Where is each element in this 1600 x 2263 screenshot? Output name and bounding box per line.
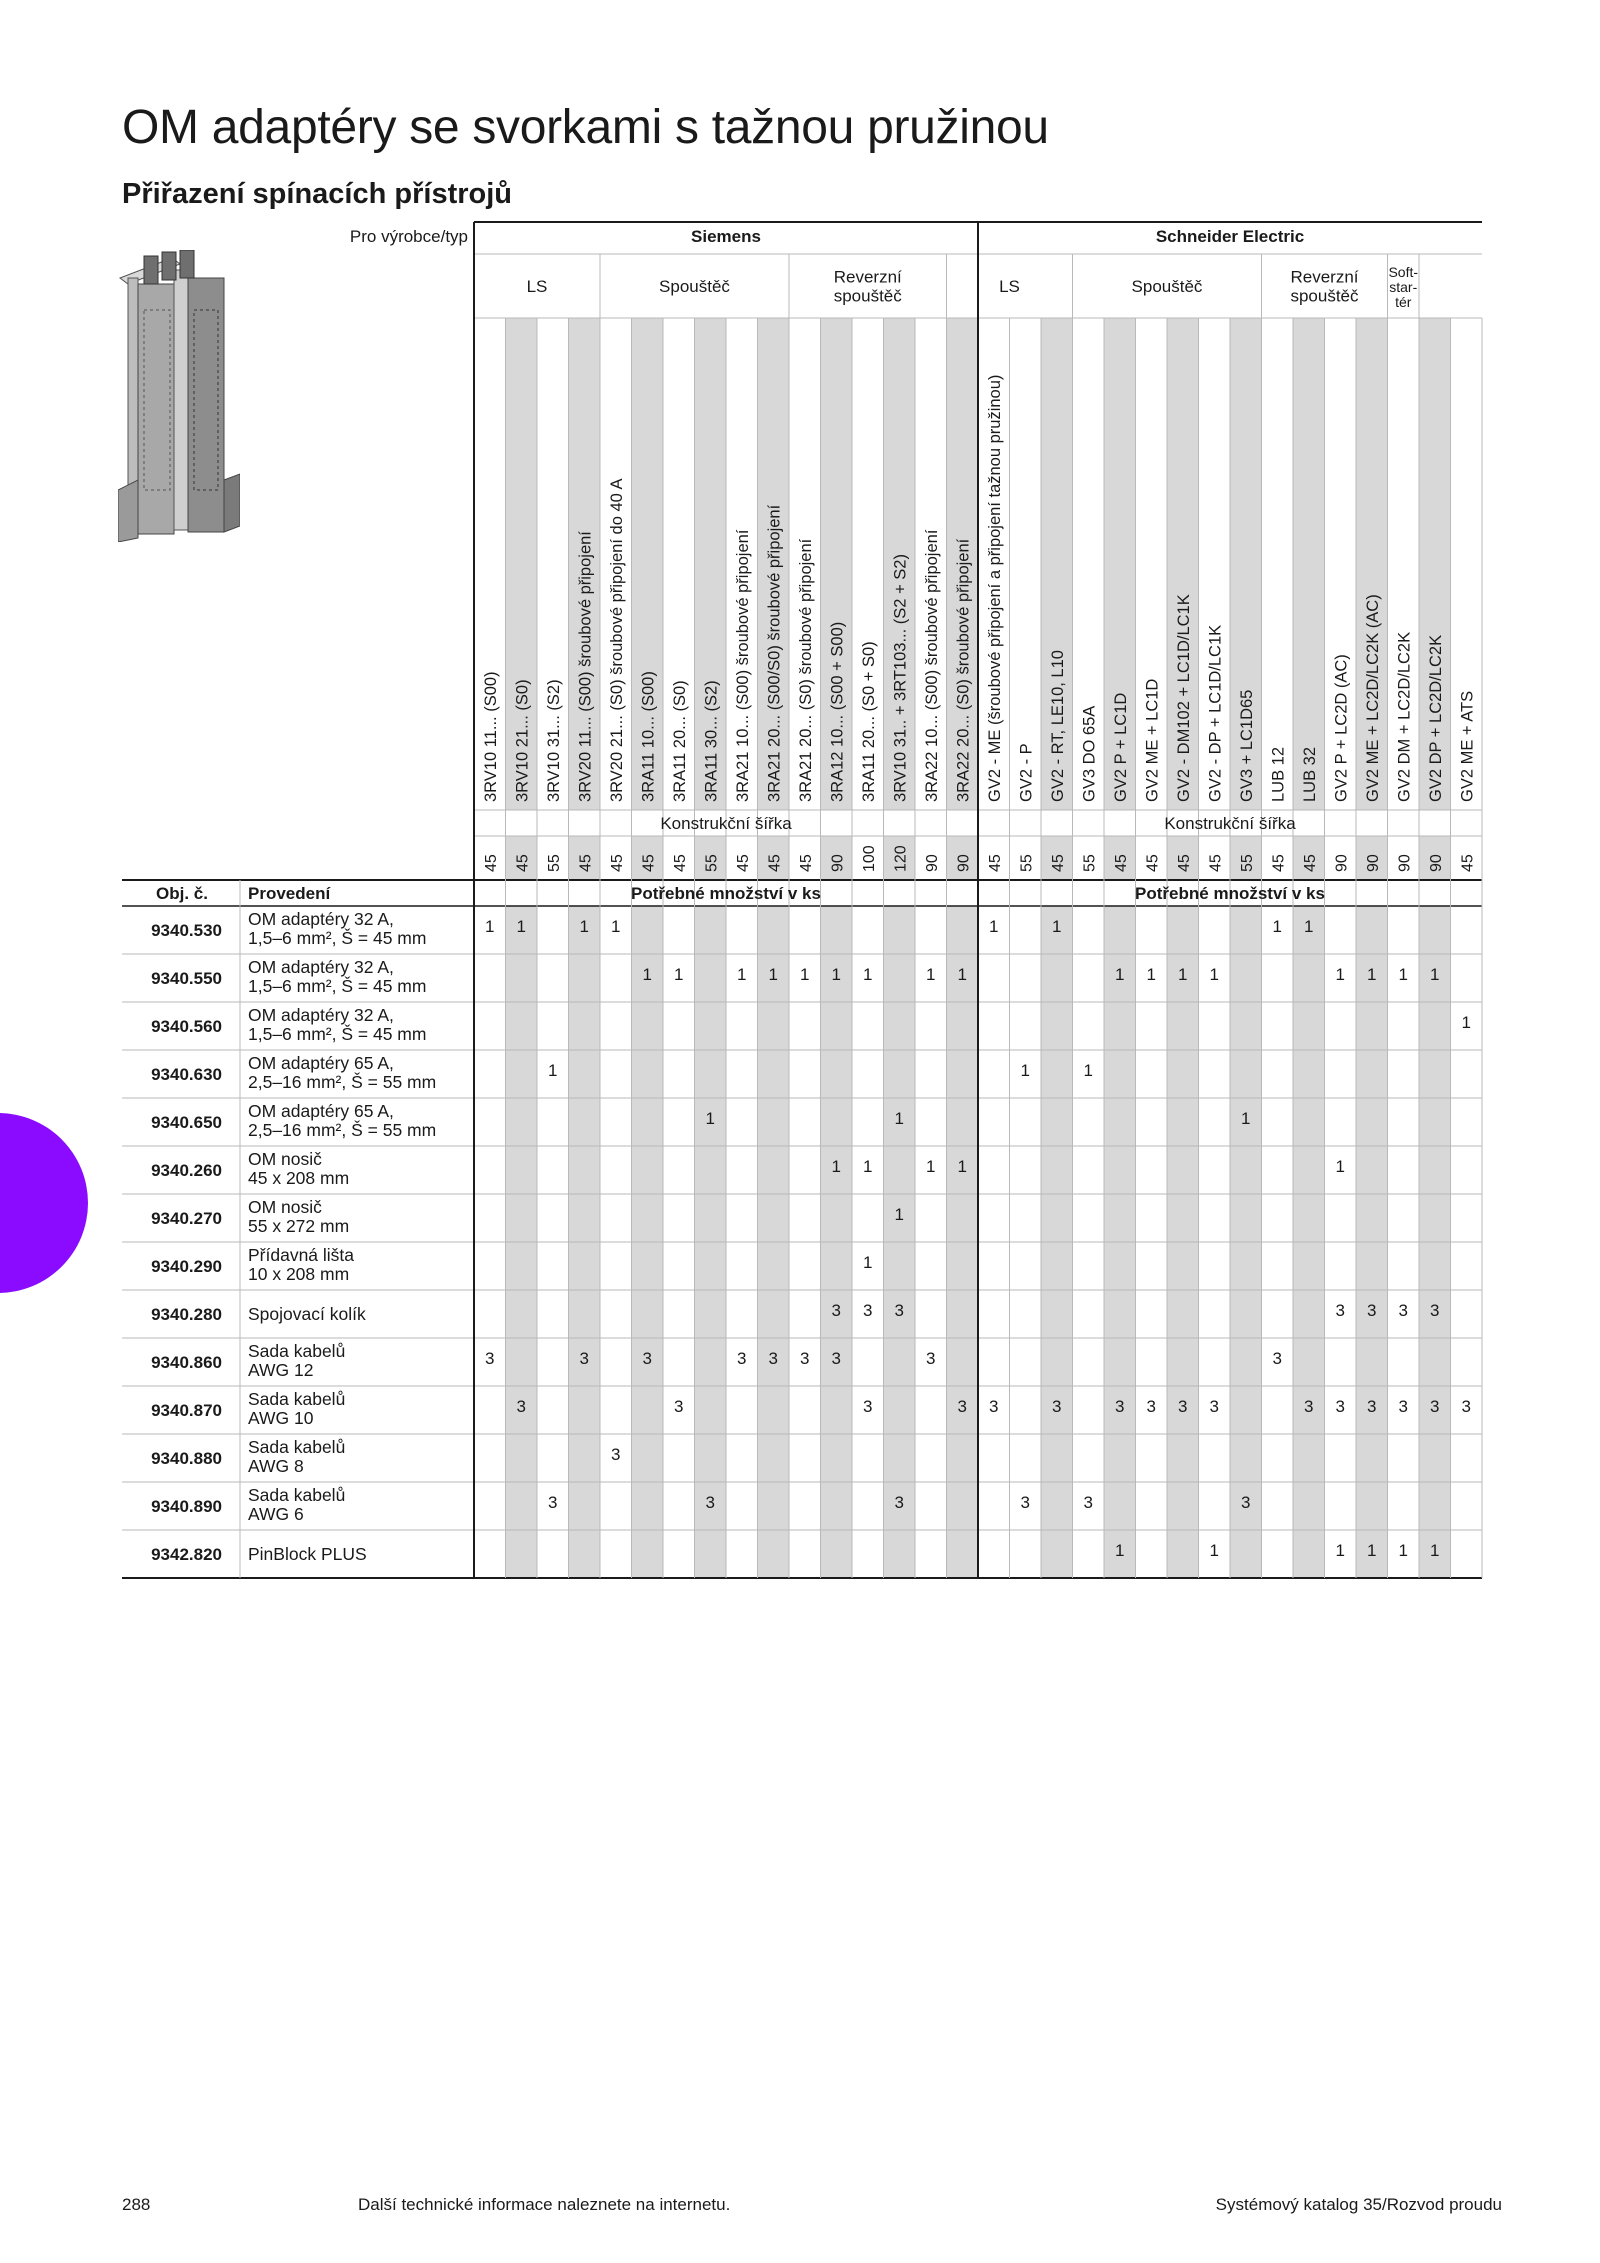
- row-quantity: 3: [894, 1493, 904, 1512]
- row-quantity: 1: [1052, 917, 1062, 936]
- qty-label-siemens: Potřebné množství v ks: [631, 884, 821, 903]
- row-quantity: 3: [548, 1493, 558, 1512]
- row-quantity: 3: [1304, 1397, 1314, 1416]
- width-value: 45: [1175, 854, 1193, 872]
- row-quantity: 1: [768, 965, 778, 984]
- column-label: GV2 ME + LC1D: [1143, 678, 1162, 802]
- column-label: 3RA12 10... (S00 + S00): [828, 621, 847, 802]
- row-quantity: 3: [1335, 1301, 1345, 1320]
- column-label: GV2 - P: [1017, 743, 1036, 802]
- group-label: spouštěč: [833, 286, 902, 306]
- page-subtitle: Přiřazení spínacích přístrojů: [122, 178, 512, 210]
- row-obj-number: 9340.530: [151, 921, 222, 940]
- row-quantity: 1: [642, 965, 652, 984]
- group-label: Reverzní: [1290, 267, 1359, 287]
- row-quantity: 3: [1272, 1349, 1282, 1368]
- row-description: PinBlock PLUS: [248, 1544, 367, 1564]
- row-quantity: 3: [831, 1301, 841, 1320]
- row-quantity: 1: [863, 1253, 873, 1272]
- row-quantity: 1: [800, 965, 810, 984]
- row-quantity: 1: [548, 1061, 558, 1080]
- row-quantity: 3: [485, 1349, 495, 1368]
- column-label: 3RA11 20... (S0): [670, 680, 689, 802]
- width-value: 45: [640, 854, 658, 872]
- row-description: AWG 10: [248, 1408, 314, 1428]
- row-quantity: 1: [579, 917, 589, 936]
- row-quantity: 1: [1335, 965, 1345, 984]
- row-description: AWG 8: [248, 1456, 304, 1476]
- row-quantity: 3: [1398, 1397, 1408, 1416]
- column-label: GV3 + LC1D65: [1237, 689, 1256, 802]
- group-label: Spouštěč: [1131, 277, 1203, 296]
- row-obj-number: 9340.280: [151, 1305, 222, 1324]
- row-description: 2,5–16 mm², Š = 55 mm: [248, 1120, 437, 1140]
- width-value: 100: [860, 845, 878, 872]
- row-quantity: 1: [1304, 917, 1314, 936]
- row-quantity: 1: [926, 1157, 936, 1176]
- row-quantity: 3: [642, 1349, 652, 1368]
- row-quantity: 3: [1083, 1493, 1093, 1512]
- obj-header: Obj. č.: [156, 884, 208, 903]
- column-label: 3RV10 31... (S2): [544, 679, 563, 802]
- row-obj-number: 9340.290: [151, 1257, 222, 1276]
- column-label: 3RA11 30... (S2): [702, 680, 721, 802]
- width-value: 45: [482, 854, 500, 872]
- row-quantity: 3: [768, 1349, 778, 1368]
- width-value: 55: [703, 854, 721, 872]
- row-quantity: 3: [863, 1301, 873, 1320]
- row-quantity: 1: [737, 965, 747, 984]
- group-label: Reverzní: [833, 267, 902, 287]
- row-quantity: 3: [1367, 1301, 1377, 1320]
- group-label: LS: [526, 277, 548, 296]
- row-quantity: 3: [800, 1349, 810, 1368]
- column-label: 3RA22 20... (S0) šroubové připojení: [954, 538, 973, 802]
- width-value: 45: [1112, 854, 1130, 872]
- row-quantity: 1: [516, 917, 526, 936]
- column-label: 3RA11 20... (S0 + S0): [859, 641, 878, 802]
- row-description: Přídavná lišta: [248, 1245, 355, 1265]
- row-description: 55 x 272 mm: [248, 1216, 350, 1236]
- row-obj-number: 9340.650: [151, 1113, 222, 1132]
- row-quantity: 1: [1430, 965, 1440, 984]
- column-label: GV2 DP + LC2D/LC2K: [1426, 634, 1445, 802]
- row-quantity: 1: [863, 1157, 873, 1176]
- group-label: spouštěč: [1290, 286, 1359, 306]
- row-description: Sada kabelů: [248, 1389, 346, 1409]
- width-value: 90: [829, 854, 847, 872]
- row-obj-number: 9342.820: [151, 1545, 222, 1564]
- column-label: GV2 - RT, LE10, L10: [1048, 650, 1067, 802]
- row-obj-number: 9340.860: [151, 1353, 222, 1372]
- column-label: GV3 DO 65A: [1080, 705, 1099, 802]
- width-value: 45: [797, 854, 815, 872]
- row-quantity: 1: [831, 965, 841, 984]
- row-quantity: 3: [516, 1397, 526, 1416]
- row-quantity: 3: [1398, 1301, 1408, 1320]
- row-quantity: 3: [1430, 1301, 1440, 1320]
- row-quantity: 1: [1209, 1541, 1219, 1560]
- column-label: 3RA21 20... (S00/S0) šroubové připojení: [765, 504, 784, 802]
- column-label: 3RV10 21... (S0): [513, 679, 532, 802]
- column-label: 3RA22 10... (S00) šroubové připojení: [922, 529, 941, 802]
- row-quantity: 1: [1115, 1541, 1125, 1560]
- row-obj-number: 9340.870: [151, 1401, 222, 1420]
- manufacturer-siemens: Siemens: [691, 227, 761, 246]
- row-quantity: 1: [1020, 1061, 1030, 1080]
- row-quantity: 1: [1398, 1541, 1408, 1560]
- row-quantity: 1: [1178, 965, 1188, 984]
- row-obj-number: 9340.630: [151, 1065, 222, 1084]
- width-value: 55: [545, 854, 563, 872]
- row-obj-number: 9340.550: [151, 969, 222, 988]
- row-quantity: 3: [1367, 1397, 1377, 1416]
- width-value: 55: [1018, 854, 1036, 872]
- width-value: 55: [1238, 854, 1256, 872]
- row-quantity: 1: [894, 1205, 904, 1224]
- row-quantity: 1: [674, 965, 684, 984]
- width-value: 120: [892, 845, 910, 872]
- row-description: OM adaptéry 32 A,: [248, 909, 394, 929]
- row-quantity: 3: [926, 1349, 936, 1368]
- row-quantity: 3: [1052, 1397, 1062, 1416]
- row-description: Sada kabelů: [248, 1341, 346, 1361]
- width-label-schneider: Konstrukční šířka: [1164, 814, 1296, 833]
- row-description: AWG 12: [248, 1360, 314, 1380]
- width-value: 45: [1144, 854, 1162, 872]
- column-label: GV2 ME + ATS: [1458, 690, 1477, 802]
- row-quantity: 3: [863, 1397, 873, 1416]
- row-description: OM adaptéry 65 A,: [248, 1053, 394, 1073]
- width-value: 90: [1333, 854, 1351, 872]
- row-description: 1,5–6 mm², Š = 45 mm: [248, 976, 427, 996]
- row-quantity: 3: [1178, 1397, 1188, 1416]
- row-quantity: 1: [863, 965, 873, 984]
- width-value: 45: [1459, 854, 1477, 872]
- width-value: 45: [1207, 854, 1225, 872]
- row-quantity: 1: [1272, 917, 1282, 936]
- row-quantity: 3: [737, 1349, 747, 1368]
- page-title: OM adaptéry se svorkami s tažnou pružinou: [122, 101, 1049, 154]
- row-quantity: 1: [1335, 1541, 1345, 1560]
- row-quantity: 3: [674, 1397, 684, 1416]
- row-quantity: 1: [1115, 965, 1125, 984]
- row-quantity: 3: [1461, 1397, 1471, 1416]
- width-value: 90: [1364, 854, 1382, 872]
- row-description: Sada kabelů: [248, 1437, 346, 1457]
- group-label: Spouštěč: [659, 277, 730, 296]
- row-quantity: 3: [831, 1349, 841, 1368]
- row-quantity: 1: [831, 1157, 841, 1176]
- group-label: tér: [1395, 294, 1412, 310]
- width-value: 45: [514, 854, 532, 872]
- corner-label: Pro výrobce/typ: [349, 227, 468, 246]
- row-quantity: 1: [957, 965, 967, 984]
- column-label: 3RV20 21... (S0) šroubové připojení do 40 A: [607, 478, 626, 802]
- column-label: 3RV20 11... (S00) šroubové připojení: [576, 531, 595, 802]
- width-value: 45: [1270, 854, 1288, 872]
- page-number: 288: [122, 2195, 151, 2214]
- column-label: 3RV10 31.. + 3RT103... (S2 + S2): [891, 554, 910, 802]
- column-label: GV2 - ME (šroubové připojení a připojení tažnou pružinou): [985, 374, 1004, 802]
- row-description: AWG 6: [248, 1504, 304, 1524]
- column-label: GV2 ME + LC2D/LC2K (AC): [1363, 594, 1382, 802]
- row-obj-number: 9340.260: [151, 1161, 222, 1180]
- footer-info: Další technické informace naleznete na internetu.: [358, 2195, 731, 2214]
- row-description: OM nosič: [248, 1197, 322, 1217]
- row-description: Spojovací kolík: [248, 1304, 366, 1324]
- row-quantity: 1: [989, 917, 999, 936]
- row-description: 45 x 208 mm: [248, 1168, 350, 1188]
- qty-label-schneider: Potřebné množství v ks: [1135, 884, 1325, 903]
- column-label: 3RV10 11... (S00): [481, 671, 500, 802]
- width-value: 45: [1049, 854, 1067, 872]
- width-value: 45: [766, 854, 784, 872]
- row-quantity: 1: [926, 965, 936, 984]
- group-label: LS: [999, 277, 1020, 296]
- column-label: GV2 DM + LC2D/LC2K: [1395, 631, 1414, 802]
- column-label: GV2 - DP + LC1D/LC1K: [1206, 624, 1225, 802]
- row-quantity: 1: [1335, 1157, 1345, 1176]
- row-description: 10 x 208 mm: [248, 1264, 350, 1284]
- row-quantity: 3: [1020, 1493, 1030, 1512]
- column-label: LUB 12: [1269, 746, 1288, 802]
- row-quantity: 3: [1335, 1397, 1345, 1416]
- width-value: 45: [608, 854, 626, 872]
- row-obj-number: 9340.880: [151, 1449, 222, 1468]
- row-description: 2,5–16 mm², Š = 55 mm: [248, 1072, 437, 1092]
- row-description: 1,5–6 mm², Š = 45 mm: [248, 928, 427, 948]
- row-quantity: 1: [611, 917, 621, 936]
- row-quantity: 1: [1367, 1541, 1377, 1560]
- row-quantity: 3: [705, 1493, 715, 1512]
- column-label: LUB 32: [1300, 746, 1319, 802]
- width-label-siemens: Konstrukční šířka: [660, 814, 792, 833]
- column-label: GV2 P + LC2D (AC): [1332, 654, 1351, 802]
- row-quantity: 3: [1146, 1397, 1156, 1416]
- column-label: GV2 P + LC1D: [1111, 692, 1130, 802]
- row-quantity: 3: [1115, 1397, 1125, 1416]
- row-quantity: 1: [1146, 965, 1156, 984]
- row-quantity: 3: [989, 1397, 999, 1416]
- row-quantity: 1: [1241, 1109, 1251, 1128]
- width-value: 90: [923, 854, 941, 872]
- row-quantity: 1: [1398, 965, 1408, 984]
- group-label: star-: [1389, 279, 1418, 295]
- row-description: OM adaptéry 65 A,: [248, 1101, 394, 1121]
- row-quantity: 1: [1430, 1541, 1440, 1560]
- row-quantity: 3: [1430, 1397, 1440, 1416]
- width-value: 45: [1301, 854, 1319, 872]
- row-quantity: 3: [894, 1301, 904, 1320]
- row-quantity: 3: [1209, 1397, 1219, 1416]
- group-label: Soft-: [1388, 264, 1419, 280]
- width-value: 90: [1396, 854, 1414, 872]
- column-label: GV2 - DM102 + LC1D/LC1K: [1174, 594, 1193, 802]
- row-quantity: 1: [894, 1109, 904, 1128]
- row-quantity: 1: [957, 1157, 967, 1176]
- row-quantity: 1: [1461, 1013, 1471, 1032]
- row-quantity: 3: [1241, 1493, 1251, 1512]
- row-quantity: 3: [579, 1349, 589, 1368]
- row-quantity: 1: [1367, 965, 1377, 984]
- column-label: 3RA21 10... (S00) šroubové připojení: [733, 529, 752, 802]
- row-description: Sada kabelů: [248, 1485, 346, 1505]
- width-value: 45: [986, 854, 1004, 872]
- width-value: 45: [734, 854, 752, 872]
- manufacturer-schneider: Schneider Electric: [1155, 227, 1305, 246]
- width-value: 90: [955, 854, 973, 872]
- width-value: 45: [671, 854, 689, 872]
- row-quantity: 1: [1209, 965, 1219, 984]
- row-obj-number: 9340.270: [151, 1209, 222, 1228]
- width-value: 90: [1427, 854, 1445, 872]
- row-obj-number: 9340.890: [151, 1497, 222, 1516]
- footer-catalog: Systémový katalog 35/Rozvod proudu: [1215, 2195, 1502, 2214]
- provedeni-header: Provedení: [248, 884, 331, 903]
- row-quantity: 1: [1083, 1061, 1093, 1080]
- shaded-column-header: [1293, 318, 1325, 810]
- row-obj-number: 9340.560: [151, 1017, 222, 1036]
- row-quantity: 3: [611, 1445, 621, 1464]
- row-quantity: 1: [705, 1109, 715, 1128]
- row-description: OM adaptéry 32 A,: [248, 957, 394, 977]
- column-label: 3RA11 10... (S00): [639, 671, 658, 802]
- row-quantity: 3: [957, 1397, 967, 1416]
- row-description: 1,5–6 mm², Š = 45 mm: [248, 1024, 427, 1044]
- width-value: 45: [577, 854, 595, 872]
- row-description: OM nosič: [248, 1149, 322, 1169]
- width-value: 55: [1081, 854, 1099, 872]
- row-description: OM adaptéry 32 A,: [248, 1005, 394, 1025]
- column-label: 3RA21 20... (S0) šroubové připojení: [796, 538, 815, 802]
- row-quantity: 1: [485, 917, 495, 936]
